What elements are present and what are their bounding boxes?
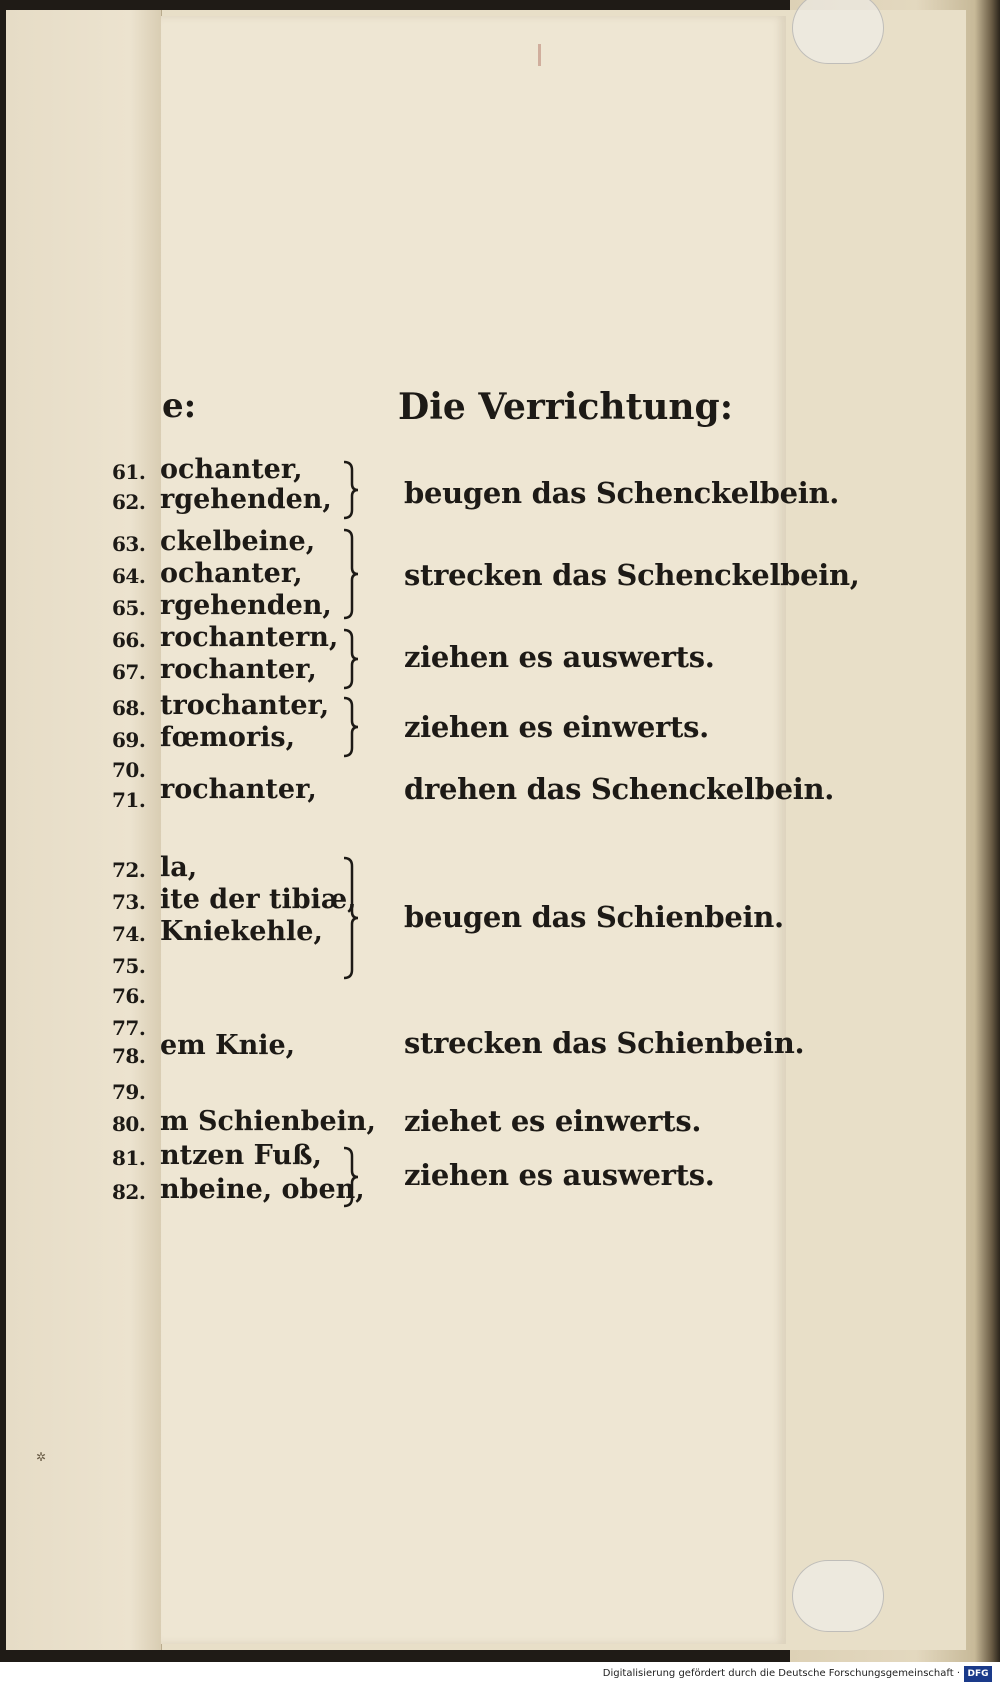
row-number: 69.	[112, 728, 146, 752]
row-number: 82.	[112, 1180, 146, 1204]
book-page	[161, 16, 786, 1644]
row-number: 78.	[112, 1044, 146, 1068]
row-fragment: ntzen Fuß,	[160, 1140, 322, 1171]
row-fragment: ite der tibiæ,	[160, 884, 357, 915]
dfg-logo-icon: DFG	[964, 1666, 992, 1682]
function-text: strecken das Schienbein.	[404, 1026, 805, 1060]
row-number: 68.	[112, 696, 146, 720]
brace-icon	[342, 460, 360, 520]
row-fragment: nbeine, oben,	[160, 1174, 365, 1205]
page-mark	[538, 44, 541, 66]
fold-out-strip	[6, 10, 162, 1650]
row-number: 61.	[112, 460, 146, 484]
brace-icon	[342, 628, 360, 690]
row-fragment: rgehenden,	[160, 484, 332, 515]
row-number: 64.	[112, 564, 146, 588]
row-number: 66.	[112, 628, 146, 652]
column-header-function: Die Verrichtung:	[398, 386, 734, 428]
row-fragment: ochanter,	[160, 454, 303, 485]
function-text: strecken das Schenckelbein,	[404, 558, 860, 592]
page-clip-top	[792, 0, 884, 64]
row-fragment: trochanter,	[160, 690, 330, 721]
row-number: 67.	[112, 660, 146, 684]
row-fragment: em Knie,	[160, 1030, 296, 1061]
row-number: 79.	[112, 1080, 146, 1104]
row-number: 73.	[112, 890, 146, 914]
brace-icon	[342, 696, 360, 758]
function-text: beugen das Schenckelbein.	[404, 476, 840, 510]
row-fragment: fœmoris,	[160, 722, 296, 753]
function-text: ziehen es einwerts.	[404, 710, 709, 744]
row-number: 80.	[112, 1112, 146, 1136]
row-fragment: rochantern,	[160, 622, 339, 653]
brace-icon	[342, 1146, 360, 1208]
row-number: 63.	[112, 532, 146, 556]
row-number: 62.	[112, 490, 146, 514]
row-number: 65.	[112, 596, 146, 620]
row-fragment: Kniekehle,	[160, 916, 323, 947]
row-number: 72.	[112, 858, 146, 882]
function-text: ziehen es auswerts.	[404, 1158, 715, 1192]
row-fragment: ochanter,	[160, 558, 303, 589]
row-fragment: ckelbeine,	[160, 526, 316, 557]
row-number: 76.	[112, 984, 146, 1008]
function-text: beugen das Schienbein.	[404, 900, 784, 934]
row-fragment: rgehenden,	[160, 590, 332, 621]
row-fragment: m Schienbein,	[160, 1106, 376, 1137]
brace-icon	[342, 528, 360, 620]
page-clip-bottom	[792, 1560, 884, 1632]
function-text: ziehen es auswerts.	[404, 640, 715, 674]
row-number: 70.	[112, 758, 146, 782]
row-number: 74.	[112, 922, 146, 946]
row-fragment: rochanter,	[160, 654, 317, 685]
row-number: 77.	[112, 1016, 146, 1040]
function-text: drehen das Schenckelbein.	[404, 772, 835, 806]
row-fragment: la,	[160, 852, 198, 883]
page-stain: ✲	[36, 1450, 47, 1464]
row-number: 81.	[112, 1146, 146, 1170]
row-number: 71.	[112, 788, 146, 812]
brace-icon	[342, 856, 360, 980]
row-number: 75.	[112, 954, 146, 978]
footer-credit: Digitalisierung gefördert durch die Deutsche Forschungsgemeinschaft ·	[602, 1668, 960, 1679]
function-text: ziehet es einwerts.	[404, 1104, 702, 1138]
column-header-left: e:	[162, 386, 197, 426]
row-fragment: rochanter,	[160, 774, 317, 805]
